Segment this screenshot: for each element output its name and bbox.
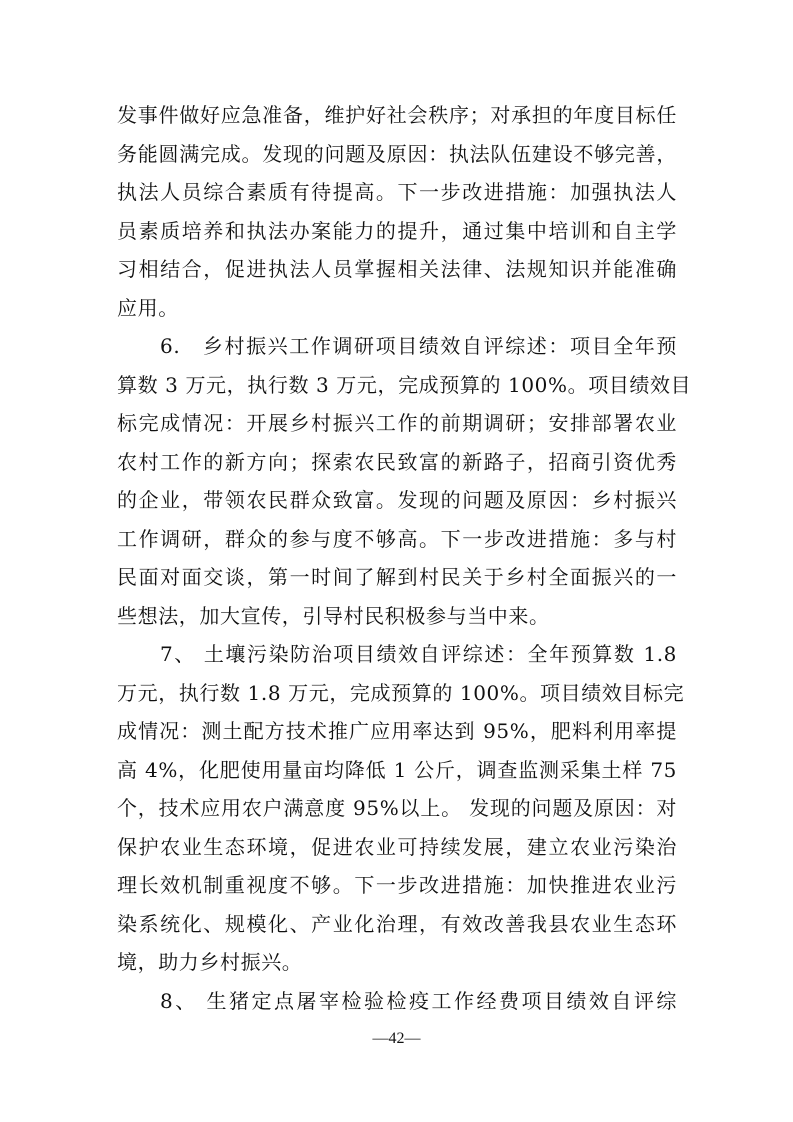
text-line: 万元，执行数 1.8 万元，完成预算的 100%。项目绩效目标完 [117,681,685,705]
text-line: 发事件做好应急准备，维护好社会秩序；对承担的年度目标任 [117,103,677,127]
text-line: 境，助力乡村振兴。 [117,950,303,974]
text-line: 些想法，加大宣传，引导村民积极参与当中来。 [117,604,550,628]
text-line: 的企业，带领农民群众致富。发现的问题及原因：乡村振兴 [117,488,677,512]
text-line: 应用。 [117,296,179,320]
text-line: 习相结合，促进执法人员掌握相关法律、法规知识并能准确 [117,257,677,281]
text-line: 务能圆满完成。发现的问题及原因：执法队伍建设不够完善， [117,142,677,166]
page-number: —42— [372,1030,421,1047]
text-line: 成情况：测土配方技术推广应用率达到 95%，肥料利用率提 [117,719,677,743]
text-line: 民面对面交谈，第一时间了解到村民关于乡村全面振兴的一 [117,565,677,589]
text-line: 标完成情况：开展乡村振兴工作的前期调研；安排部署农业 [117,411,677,435]
text-line: 理长效机制重视度不够。下一步改进措施：加快推进农业污 [117,873,677,897]
text-line: 员素质培养和执法办案能力的提升，通过集中培训和自主学 [117,219,677,243]
section-heading-line: 8、 生猪定点屠宰检验检疫工作经费项目绩效自评综 [160,989,677,1013]
text-line: 保护农业生态环境，促进农业可持续发展，建立农业污染治 [117,835,677,859]
text-line: 个，技术应用农户满意度 95%以上。 发现的问题及原因：对 [117,796,677,820]
section-heading-line: 6. 乡村振兴工作调研项目绩效自评综述：项目全年预 [160,334,677,358]
text-line: 农村工作的新方向；探索农民致富的新路子，招商引资优秀 [117,450,677,474]
text-line: 染系统化、规模化、产业化治理，有效改善我县农业生态环 [117,912,677,936]
text-line: 算数 3 万元，执行数 3 万元，完成预算的 100%。项目绩效目 [117,373,692,397]
text-line: 执法人员综合素质有待提高。下一步改进措施：加强执法人 [117,180,677,204]
text-line: 工作调研，群众的参与度不够高。下一步改进措施：多与村 [117,527,677,551]
text-line: 高 4%，化肥使用量亩均降低 1 公斤，调查监测采集土样 75 [117,758,677,782]
section-heading-line: 7、 土壤污染防治项目绩效自评综述：全年预算数 1.8 [160,642,677,666]
